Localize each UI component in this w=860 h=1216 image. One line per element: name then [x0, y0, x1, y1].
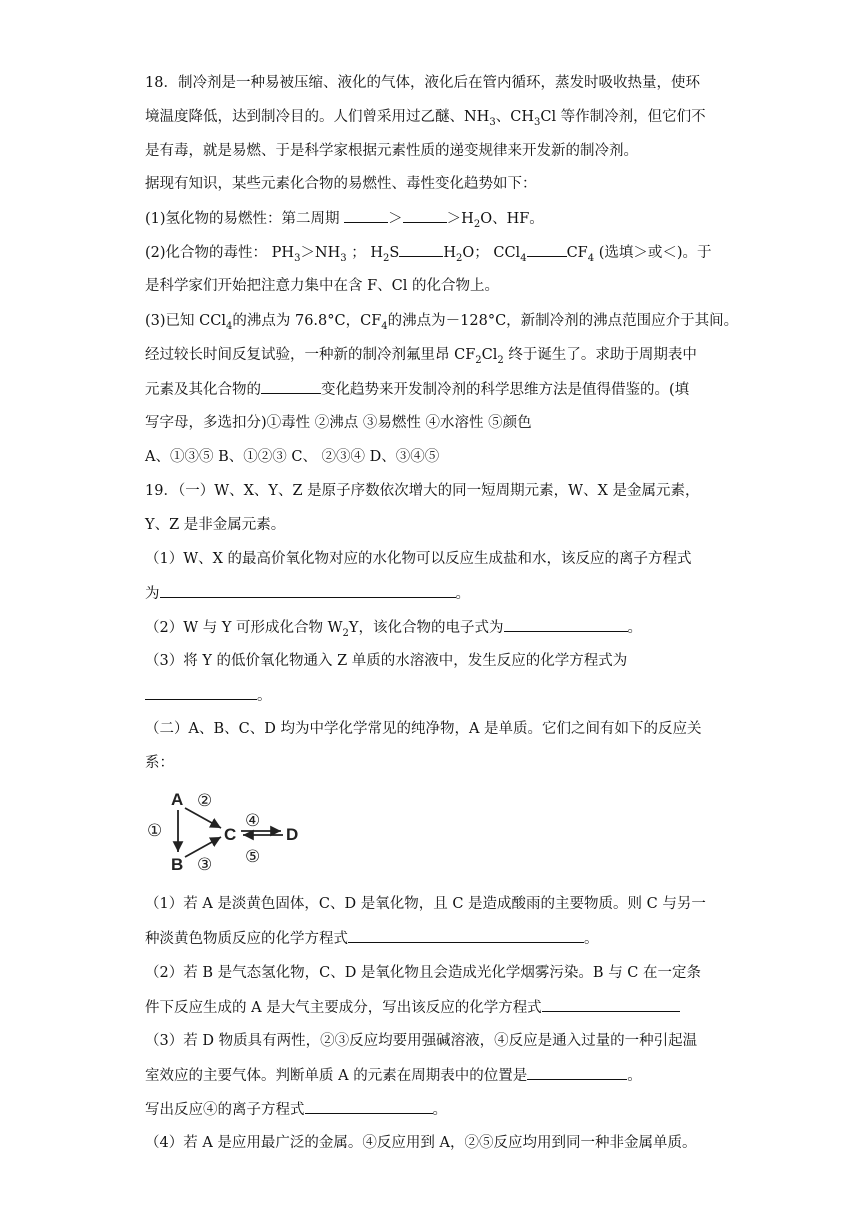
q19-text: （1）若 A 是淡黄色固体，C、D 是氧化物，且 C 是造成酸雨的主要物质。则 C 与另一 — [145, 896, 706, 912]
q18-sub3-line3 — [145, 379, 689, 400]
q18-text: (选填＞或＜)。于 — [594, 245, 712, 261]
reaction-1-label: ① — [147, 821, 163, 841]
node-b: B — [171, 855, 184, 872]
subscript: 3 — [294, 252, 301, 264]
answer-blank[interactable] — [348, 928, 584, 943]
q19-text: （3）将 Y 的低价氧化物通入 Z 单质的水溶液中，发生反应的化学方程式为 — [145, 653, 628, 669]
q18-sub3-line4 — [145, 413, 532, 433]
q18-text: 变化趋势来开发制冷剂的科学思维方法是值得借鉴的。(填 — [321, 382, 690, 398]
node-c: C — [224, 825, 237, 844]
q18-sub2-cont — [145, 276, 499, 296]
q18-paragraph-line-3 — [145, 141, 638, 161]
q18-text: ＞ — [388, 211, 403, 227]
q19-text: 。 — [627, 620, 642, 636]
q18-text: 、CH — [495, 109, 534, 125]
node-d: D — [286, 825, 299, 844]
q19-text: 为 — [145, 586, 160, 602]
subscript: 2 — [342, 627, 349, 639]
q19-text: （3）若 D 物质具有两性，②③反应均要用强碱溶液，④反应是通入过量的一种引起温 — [145, 1033, 698, 1049]
subscript: 2 — [456, 252, 463, 264]
q18-text: Cl — [481, 347, 498, 363]
q18-options — [145, 447, 439, 467]
subscript: 4 — [225, 320, 233, 332]
subscript: 4 — [381, 320, 388, 332]
q19-text: （4）若 A 是应用最广泛的金属。④反应用到 A，②⑤反应均用到同一种非金属单质。 — [145, 1135, 697, 1151]
q19-part2-q2 — [145, 963, 701, 983]
answer-blank[interactable] — [542, 997, 680, 1012]
q18-paragraph-line-1 — [145, 73, 700, 93]
q18-text: H — [443, 245, 456, 261]
node-a: A — [171, 790, 184, 809]
subscript: 4 — [520, 252, 527, 264]
answer-blank[interactable] — [160, 583, 456, 598]
q19-part2-q3-ion — [145, 1099, 447, 1120]
answer-blank[interactable] — [527, 242, 567, 257]
q19-text: 。 — [257, 688, 272, 704]
q19-part2-q2-cont — [145, 997, 680, 1018]
q19-text: 。 — [455, 586, 470, 602]
q18-text: 境温度降低，达到制冷目的。人们曾采用过乙醚、NH — [145, 109, 490, 125]
subscript: 3 — [340, 252, 347, 264]
subscript: 3 — [489, 116, 496, 128]
subscript: 2 — [475, 354, 482, 366]
q19-text: 室效应的主要气体。判断单质 A 的元素在周期表中的位置是 — [145, 1068, 528, 1084]
answer-blank[interactable] — [399, 242, 443, 257]
q18-text: CF — [566, 245, 588, 261]
q19-part2-q3 — [145, 1031, 697, 1051]
q19-text: 件下反应生成的 A 是大气主要成分，写出该反应的化学方程式 — [145, 1000, 542, 1016]
q18-text: 经过较长时间反复试验，一种新的制冷剂氟里昂 CF — [145, 347, 476, 363]
q18-text: 终于诞生了。求助于周期表中 — [503, 347, 697, 363]
q18-text: 写字母，多选扣分)①毒性 ②沸点 ③易燃性 ④水溶性 ⑤颜色 — [145, 415, 532, 431]
q19-part2-header-2 — [145, 753, 174, 773]
subscript: 2 — [497, 354, 504, 366]
answer-blank[interactable] — [344, 208, 388, 223]
q18-text: 是科学家们开始把注意力集中在含 F、Cl 的化合物上。 — [145, 278, 500, 294]
q18-sub2 — [145, 242, 712, 263]
q19-text: Y、Z 是非金属元素。 — [145, 517, 286, 533]
q19-text: 系： — [145, 755, 174, 771]
q18-text: 的沸点为－128°C，新制冷剂的沸点范围应介于其间。 — [387, 313, 739, 329]
q18-sub3 — [145, 311, 738, 331]
q19-text: 。 — [432, 1102, 447, 1118]
q18-text: ＞H — [446, 211, 474, 227]
q18-text: (3)已知 CCl — [145, 313, 226, 329]
q19-part2-q4 — [145, 1133, 697, 1153]
q18-text: 的沸点为 76.8°C，CF — [232, 313, 382, 329]
q18-sub1 — [145, 208, 544, 229]
subscript: 2 — [473, 218, 481, 230]
q19-text: 种淡黄色物质反应的化学方程式 — [145, 931, 348, 947]
answer-blank[interactable] — [261, 379, 321, 394]
q18-text: O； CCl — [462, 245, 521, 261]
q18-paragraph-line-2 — [145, 107, 706, 127]
q19-part1-q1-answer — [145, 583, 470, 604]
q18-text: 据现有知识，某些元素化合物的易燃性、毒性变化趋势如下： — [145, 176, 537, 192]
q18-text: 是有毒，就是易燃、于是科学家根据元素性质的递变规律来开发新的制冷剂。 — [145, 143, 638, 159]
q18-text: 元素及其化合物的 — [145, 382, 261, 398]
reaction-4-label: ④ — [245, 811, 261, 831]
q19-part2-header — [145, 719, 702, 739]
q18-sub3-line2 — [145, 345, 697, 365]
answer-blank[interactable] — [305, 1099, 433, 1114]
q19-text: 19．（一）W、X、Y、Z 是原子序数依次增大的同一短周期元素，W、X 是金属元素， — [145, 483, 700, 499]
q18-text: (2)化合物的毒性： PH — [145, 245, 295, 261]
arrow-b-to-c — [185, 837, 221, 857]
q19-text: （二）A、B、C、D 均为中学化学常见的纯净物，A 是单质。它们之间有如下的反应关 — [145, 721, 702, 737]
q19-header-line-1 — [145, 481, 700, 501]
answer-blank[interactable] — [504, 617, 628, 632]
q19-text: （2）W 与 Y 可形成化合物 W — [145, 620, 343, 636]
reaction-5-label: ⑤ — [245, 847, 261, 867]
answer-blank[interactable] — [145, 685, 257, 700]
reaction-3-label: ③ — [197, 855, 213, 872]
q19-text: Y，该化合物的电子式为 — [348, 620, 504, 636]
answer-blank[interactable] — [403, 208, 447, 223]
q19-text: 写出反应④的离子方程式 — [145, 1102, 305, 1118]
q18-text: Cl 等作制冷剂，但它们不 — [540, 109, 706, 125]
q19-part1-q2 — [145, 617, 642, 638]
q19-part2-q1-cont — [145, 928, 599, 949]
subscript: 3 — [533, 116, 541, 128]
q19-header-line-2 — [145, 515, 285, 535]
answer-options: A、①③⑤ B、①②③ C、 ②③④ D、③④⑤ — [145, 449, 440, 465]
q18-text: ； H — [346, 245, 384, 261]
q19-part2-q3-cont — [145, 1065, 642, 1086]
reaction-2-label: ② — [197, 791, 213, 811]
q19-text: 。 — [627, 1068, 642, 1084]
answer-blank[interactable] — [527, 1065, 627, 1080]
q19-text: （2）若 B 是气态氢化物，C、D 是氧化物且会造成光化学烟雾污染。B 与 C 在一定条 — [145, 965, 702, 981]
q18-text: (1)氢化物的易燃性：第二周期 — [145, 211, 345, 227]
q19-part1-q3-answer — [145, 685, 272, 706]
subscript: 4 — [587, 252, 595, 264]
q18-text: 18．制冷剂是一种易被压缩、液化的气体，液化后在管内循环，蒸发时吸收热量，使环 — [145, 75, 700, 91]
q19-part1-q3 — [145, 651, 627, 671]
q18-text: O、HF。 — [480, 211, 544, 227]
subscript: 2 — [383, 252, 390, 264]
q18-intro — [145, 174, 537, 194]
q18-text: S — [389, 245, 400, 261]
q19-text: 。 — [584, 931, 599, 947]
q18-text: ＞NH — [300, 245, 341, 261]
arrow-a-to-c — [185, 808, 221, 828]
q19-text: （1）W、X 的最高价氧化物对应的水化物可以反应生成盐和水，该反应的离子方程式 — [145, 551, 692, 567]
q19-part2-q1 — [145, 894, 706, 914]
reaction-diagram — [145, 782, 315, 872]
q19-part1-q1 — [145, 549, 692, 569]
